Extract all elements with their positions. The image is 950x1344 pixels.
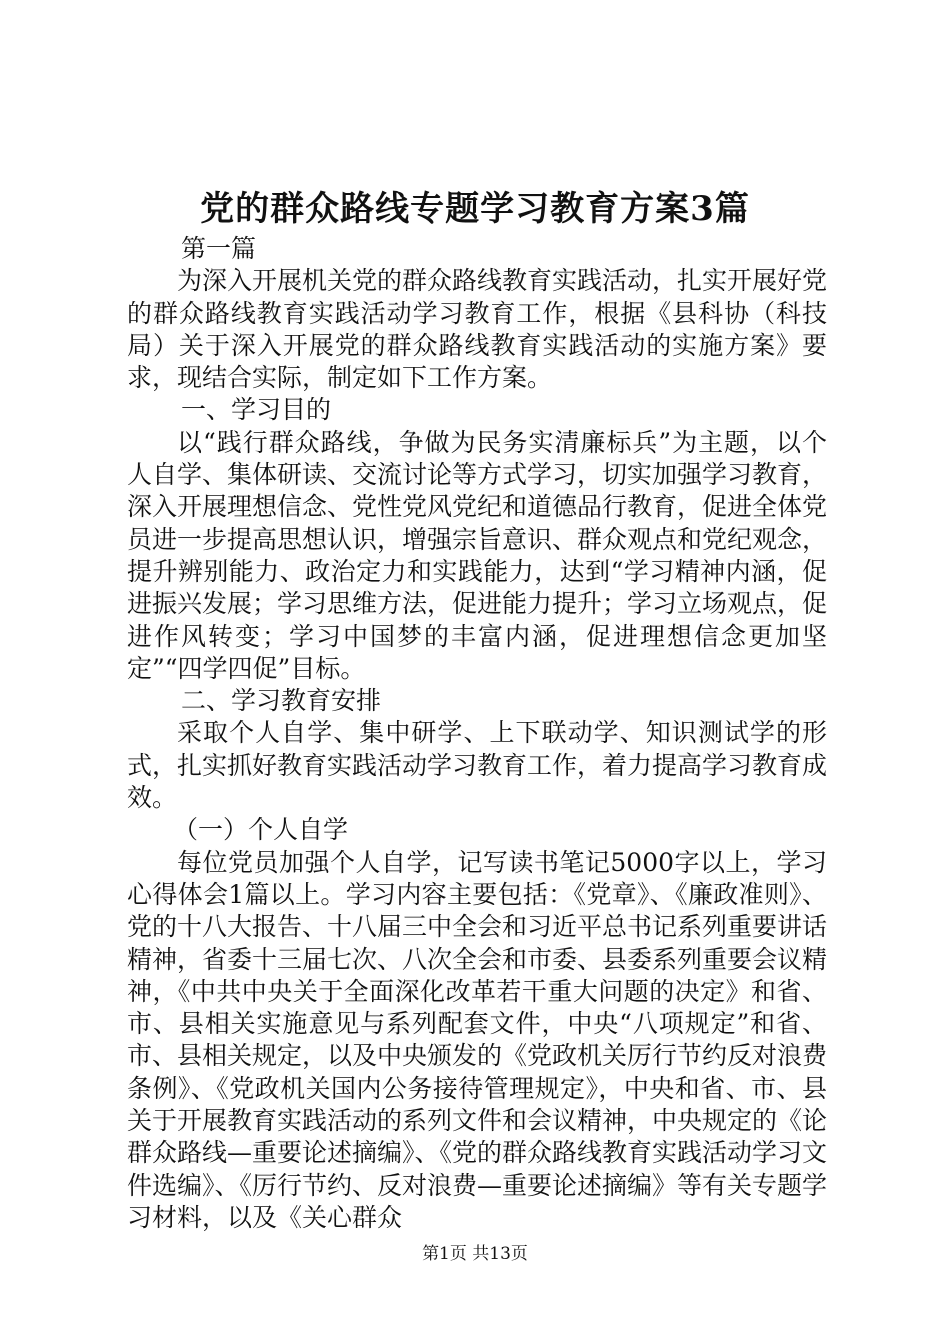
page-number-footer: 第1页 共13页	[422, 1244, 528, 1264]
subsection-heading-self-study: （一）个人自学	[173, 815, 349, 845]
paragraph-self-study: 每位党员加强个人自学，记写读书笔记5000字以上，学习心得体会1篇以上。学习内容主要包括：《党章》、《廉政准则》、党的十八大报告、十八届三中全会和习近平总书记系列重要讲话精神，省委十三届七次、八次全会和市委、县委系列重要会议精神，《中共中央关于全面深化改革若干重大问题的决定》和省、市、县相关实施意见与系列配套文件，中央“八项规定”和省、市、县相关规定，以及中央颁发的《党政机关厉行节约反对浪费条例》、《党政机关国内公务接待管理规定》，中央和省、市、县关于开展教育实践活动的系列文件和会议精神，中央规定的《论群众路线—重要论述摘编》、《党的群众路线教育实践活动学习文件选编》、《厉行节约、反对浪费—重要论述摘编》等有关专题学习材料，以及《关心群众	[127, 847, 828, 1232]
document-title: 党的群众路线专题学习教育方案3篇	[200, 189, 750, 229]
section-heading-part-one: 第一篇	[181, 234, 257, 263]
paragraph-arrangement: 采取个人自学、集中研学、上下联动学、知识测试学的形式，扎实抓好教育实践活动学习教育工作，着力提高学习教育成效。	[127, 718, 828, 813]
document-body	[127, 233, 827, 1234]
paragraph-intro: 为深入开展机关党的群众路线教育实践活动，扎实开展好党的群众路线教育实践活动学习教育工作，根据《县科协（科技局）关于深入开展党的群众路线教育实践活动的实施方案》要求，现结合实际，制定如下工作方案。	[127, 266, 828, 393]
section-heading-purpose: 一、学习目的	[181, 395, 332, 425]
section-heading-arrangement: 二、学习教育安排	[181, 686, 382, 716]
paragraph-purpose: 以“践行群众路线，争做为民务实清廉标兵”为主题，以个人自学、集体研读、交流讨论等方式学习，切实加强学习教育，深入开展理想信念、党性党风党纪和道德品行教育，促进全体党员进一步提高思想认识，增强宗旨意识、群众观点和党纪观念，提升辨别能力、政治定力和实践能力，达到“学习精神内涵，促进振兴发展；学习思维方法，促进能力提升；学习立场观点，促进作风转变；学习中国梦的丰富内涵，促进理想信念更加坚定”“四学四促”目标。	[127, 427, 828, 683]
